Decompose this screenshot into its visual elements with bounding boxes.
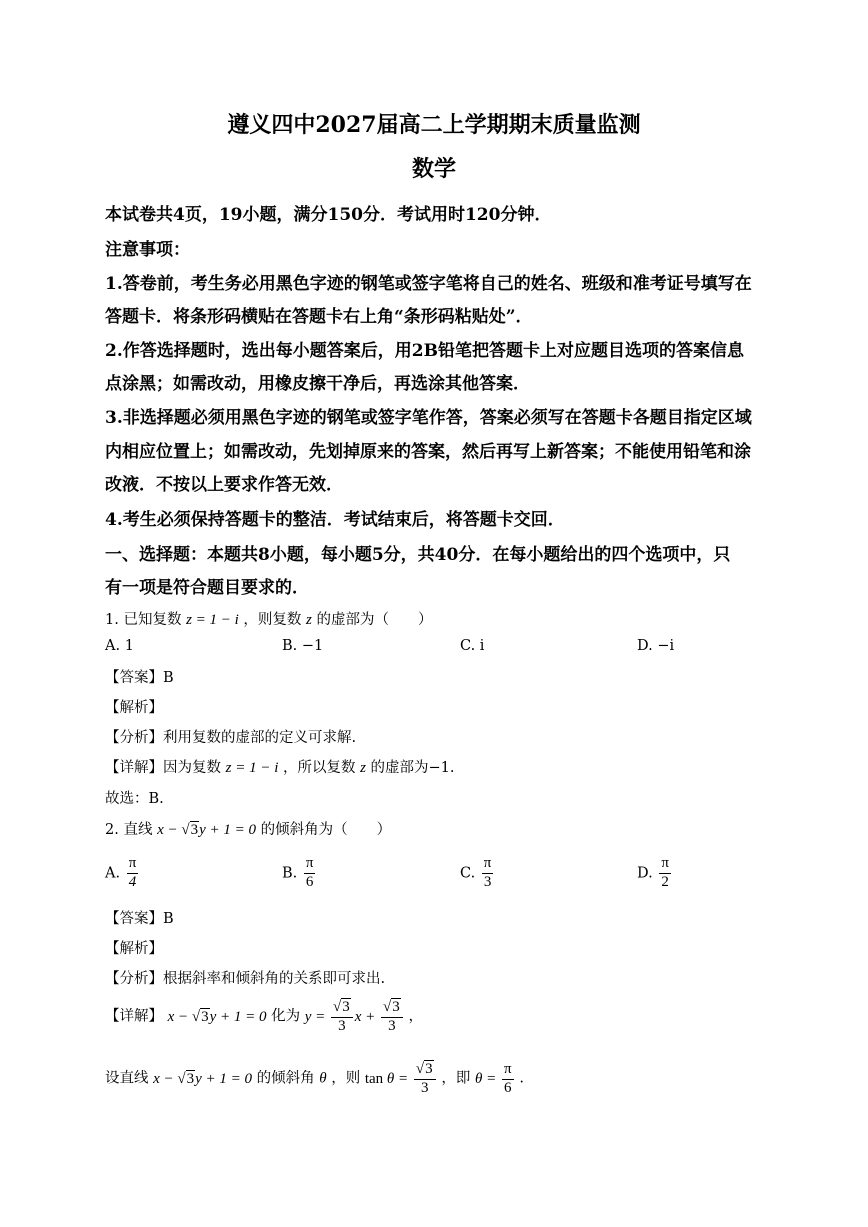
q1-option-a: A. 1 — [105, 638, 134, 654]
q1-detail: 【详解】因为复数 z = 1 − i ，所以复数 z 的虚部为−1. — [105, 760, 455, 776]
note-3-line-3: 改液．不按以上要求作答无效． — [105, 475, 343, 495]
q1-option-b: B. −1 — [282, 638, 324, 654]
note-1-line-1: 1.答卷前，考生务必用黑色字迹的钢笔或签字笔将自己的姓名、班级和准考证号填写在 — [105, 274, 752, 294]
q2-option-a: A. $\frac{\pi}{4}$ — [105, 855, 137, 890]
q2-option-b: B. $\frac{\pi}{6}$ — [282, 855, 314, 890]
exam-intro: 本试卷共4页，19小题，满分150分．考试用时120分钟． — [105, 205, 552, 225]
q2-answer: 【答案】B — [105, 911, 174, 927]
q1-option-d: D. −i — [637, 638, 675, 654]
q2-line-equation: x − √3y + 1 = 0 — [157, 822, 256, 838]
q1-expression: z = 1 − i — [186, 612, 239, 628]
note-4: 4.考生必须保持答题卡的整洁．考试结束后，将答题卡交回． — [105, 510, 565, 530]
note-3-line-1: 3.非选择题必须用黑色字迹的钢笔或签字笔作答，答案必须写在答题卡各题目指定区域 — [105, 408, 752, 428]
subject-title: 数学 — [411, 156, 456, 182]
document-title: 遵义四中2027届高二上学期期末质量监测 — [227, 112, 641, 138]
notes-heading: 注意事项： — [105, 240, 190, 260]
section-1-line-1: 一、选择题：本题共8小题，每小题5分，共40分．在每小题给出的四个选项中，只 — [105, 545, 731, 565]
note-3-line-2: 内相应位置上；如需改动，先划掉原来的答案，然后再写上新答案；不能使用铅笔和涂 — [105, 442, 751, 462]
note-2-line-1: 2.作答选择题时，选出每小题答案后，用2B铅笔把答题卡上对应题目选项的答案信息 — [105, 341, 744, 361]
section-1-line-2: 有一项是符合题目要求的． — [105, 578, 309, 598]
q1-conclusion: 故选：B. — [105, 791, 164, 807]
q2-fenxi: 【分析】根据斜率和倾斜角的关系即可求出. — [105, 971, 386, 987]
q1-fenxi: 【分析】利用复数的虚部的定义可求解. — [105, 730, 357, 746]
q2-option-c: C. $\frac{\pi}{3}$ — [460, 855, 492, 890]
q2-detail: 【详解】 x − √3y + 1 = 0 化为 y = $\frac{√3}{3}$ x + $\frac{√3}{3}$ ， — [105, 999, 424, 1034]
q1-analysis-label: 【解析】 — [105, 700, 163, 716]
question-2-stem: 2. 直线 x − √3y + 1 = 0 的倾斜角为（ ） — [105, 822, 392, 838]
q2-analysis-label: 【解析】 — [105, 941, 163, 957]
question-1-stem: 1. 已知复数 z = 1 − i ，则复数 z 的虚部为（ ） — [105, 612, 433, 628]
q1-answer: 【答案】B — [105, 670, 174, 686]
q2-option-d: D. $\frac{\pi}{2}$ — [637, 855, 669, 890]
note-2-line-2: 点涂黑；如需改动，用橡皮擦干净后，再选涂其他答案． — [105, 374, 530, 394]
note-1-line-2: 答题卡．将条形码横贴在答题卡右上角“条形码粘贴处”． — [105, 307, 533, 327]
q2-detail-conclusion: 设直线 x − √3y + 1 = 0 的倾斜角 θ ，则 tan θ = $\frac{√3}{3}$ ，即 θ = $\frac{\pi}{6}$ . — [105, 1061, 524, 1096]
q1-option-c: C. i — [460, 638, 485, 654]
